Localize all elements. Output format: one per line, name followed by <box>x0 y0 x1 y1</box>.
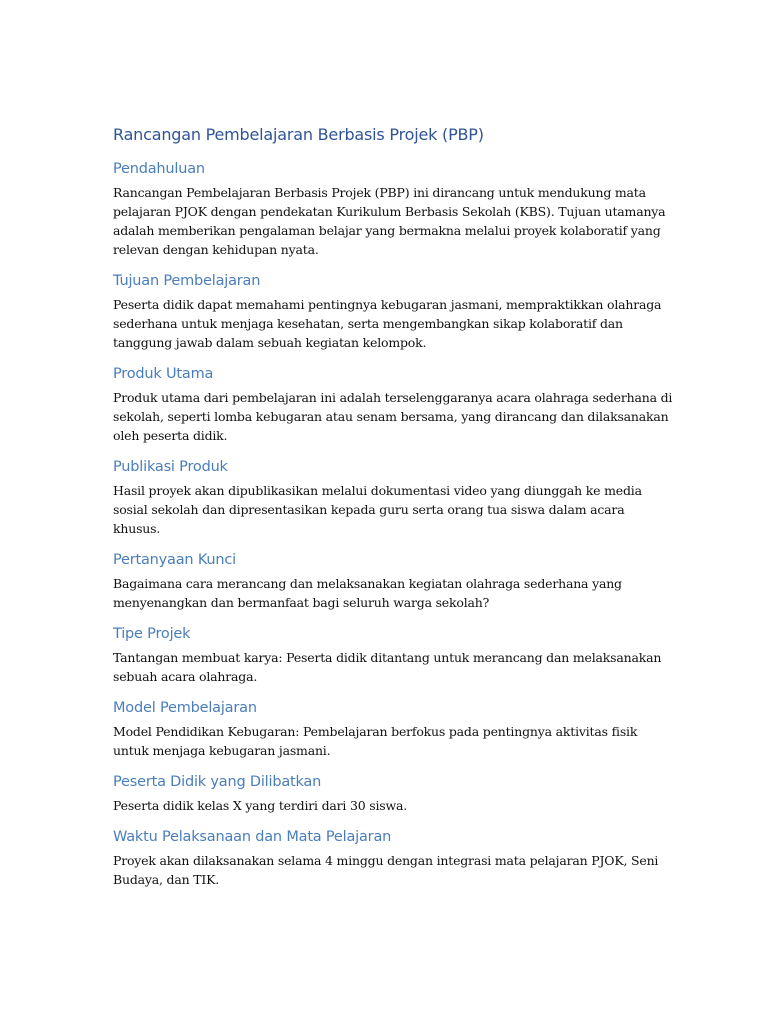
section-body: Proyek akan dilaksanakan selama 4 minggu dengan integrasi mata pelajaran PJOK, Seni Budaya, dan TIK. <box>113 853 659 887</box>
section-body: Peserta didik dapat memahami pentingnya kebugaran jasmani, mempraktikkan olahraga sederhana untuk menjaga kesehatan, serta mengembangkan sikap kolaboratif dan tanggung jawab dalam sebuah kegiatan kelompok. <box>113 297 662 350</box>
section-waktu-pelaksanaan <box>113 827 673 889</box>
section-body: Bagaimana cara merancang dan melaksanakan kegiatan olahraga sederhana yang menyenangkan dan bermanfaat bagi seluruh warga sekolah? <box>113 576 622 610</box>
section-body: Model Pendidikan Kebugaran: Pembelajaran berfokus pada pentingnya aktivitas fisik untuk menjaga kebugaran jasmani. <box>113 724 638 758</box>
document-page <box>113 124 673 901</box>
section-tipe-projek <box>113 624 673 686</box>
section-body: Produk utama dari pembelajaran ini adalah terselenggaranya acara olahraga sederhana di sekolah, seperti lomba kebugaran atau senam bersama, yang dirancang dan dilaksanakan oleh peserta didik. <box>113 390 673 443</box>
section-heading: Peserta Didik yang Dilibatkan <box>113 774 322 790</box>
section-heading: Produk Utama <box>113 366 214 382</box>
section-tujuan-pembelajaran <box>113 271 673 352</box>
section-heading: Pendahuluan <box>113 161 205 177</box>
section-heading: Publikasi Produk <box>113 459 228 475</box>
section-pendahuluan <box>113 159 673 259</box>
section-heading: Pertanyaan Kunci <box>113 552 236 568</box>
document-title: Rancangan Pembelajaran Berbasis Projek (PBP) <box>113 125 484 144</box>
section-model-pembelajaran <box>113 698 673 760</box>
section-body: Tantangan membuat karya: Peserta didik ditantang untuk merancang dan melaksanakan sebuah acara olahraga. <box>113 650 662 684</box>
section-publikasi-produk <box>113 457 673 538</box>
section-pertanyaan-kunci <box>113 550 673 612</box>
section-heading: Tujuan Pembelajaran <box>113 273 261 289</box>
section-heading: Tipe Projek <box>113 626 191 642</box>
section-peserta-didik <box>113 772 673 815</box>
section-body: Rancangan Pembelajaran Berbasis Projek (PBP) ini dirancang untuk mendukung mata pelajaran PJOK dengan pendekatan Kurikulum Berbasis Sekolah (KBS). Tujuan utamanya adalah memberikan pengalaman belajar yang bermakna melalui proyek kolaboratif yang relevan dengan kehidupan nyata. <box>113 185 666 257</box>
section-heading: Waktu Pelaksanaan dan Mata Pelajaran <box>113 829 392 845</box>
section-heading: Model Pembelajaran <box>113 700 257 716</box>
section-body: Peserta didik kelas X yang terdiri dari 30 siswa. <box>113 798 408 813</box>
section-produk-utama <box>113 364 673 445</box>
section-body: Hasil proyek akan dipublikasikan melalui dokumentasi video yang diunggah ke media sosial sekolah dan dipresentasikan kepada guru serta orang tua siswa dalam acara khusus. <box>113 483 642 536</box>
